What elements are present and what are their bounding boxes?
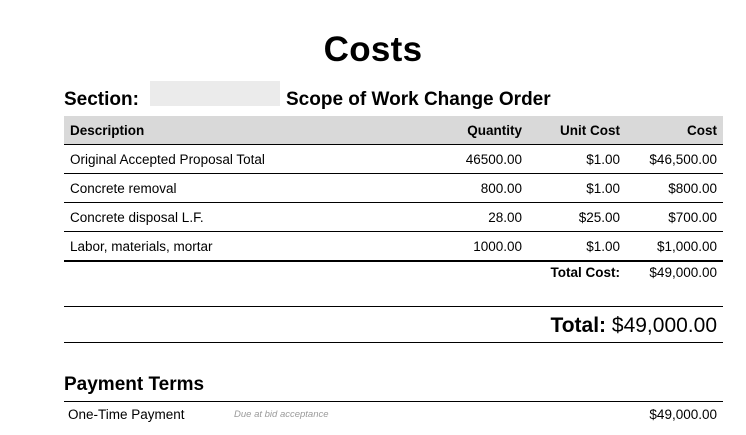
row-description: Concrete removal (64, 174, 424, 203)
section-row (64, 89, 724, 113)
header-unit-cost: Unit Cost (528, 116, 626, 145)
row-cost: $46,500.00 (626, 145, 723, 174)
payment-term-note: Due at bid acceptance (234, 409, 329, 420)
payment-terms-heading: Payment Terms (64, 374, 205, 395)
divider (64, 306, 723, 307)
row-quantity: 800.00 (424, 174, 528, 203)
row-quantity: 46500.00 (424, 145, 528, 174)
costs-table (64, 116, 723, 262)
header-cost: Cost (626, 116, 723, 145)
table-header-row (64, 116, 723, 145)
row-cost: $800.00 (626, 174, 723, 203)
table-row (64, 174, 723, 203)
grand-total-value: $49,000.00 (611, 314, 717, 337)
grand-total-label: Total: (550, 314, 607, 337)
header-quantity: Quantity (424, 116, 528, 145)
row-quantity: 1000.00 (424, 232, 528, 262)
row-cost: $700.00 (626, 203, 723, 232)
grand-total-row (64, 314, 723, 340)
total-cost-value: $49,000.00 (649, 265, 717, 280)
payment-term-row (64, 407, 723, 423)
section-label: Section: (64, 89, 139, 110)
row-unit-cost: $1.00 (528, 145, 626, 174)
payment-term-name: One-Time Payment (68, 407, 185, 422)
section-name: Scope of Work Change Order (286, 89, 551, 110)
header-description: Description (64, 116, 424, 145)
section-redacted-box (150, 81, 280, 106)
divider (64, 342, 723, 343)
table-row (64, 145, 723, 174)
row-description: Original Accepted Proposal Total (64, 145, 424, 174)
payment-term-amount: $49,000.00 (649, 407, 717, 422)
row-unit-cost: $1.00 (528, 174, 626, 203)
row-quantity: 28.00 (424, 203, 528, 232)
page-title: Costs (323, 30, 423, 69)
row-description: Labor, materials, mortar (64, 232, 424, 262)
row-unit-cost: $25.00 (528, 203, 626, 232)
table-row (64, 203, 723, 232)
row-description: Concrete disposal L.F. (64, 203, 424, 232)
grand-total (550, 314, 717, 338)
total-cost-row (64, 265, 723, 281)
divider (64, 401, 723, 402)
row-cost: $1,000.00 (626, 232, 723, 262)
row-unit-cost: $1.00 (528, 232, 626, 262)
table-row (64, 232, 723, 262)
total-cost-label: Total Cost: (550, 265, 620, 280)
